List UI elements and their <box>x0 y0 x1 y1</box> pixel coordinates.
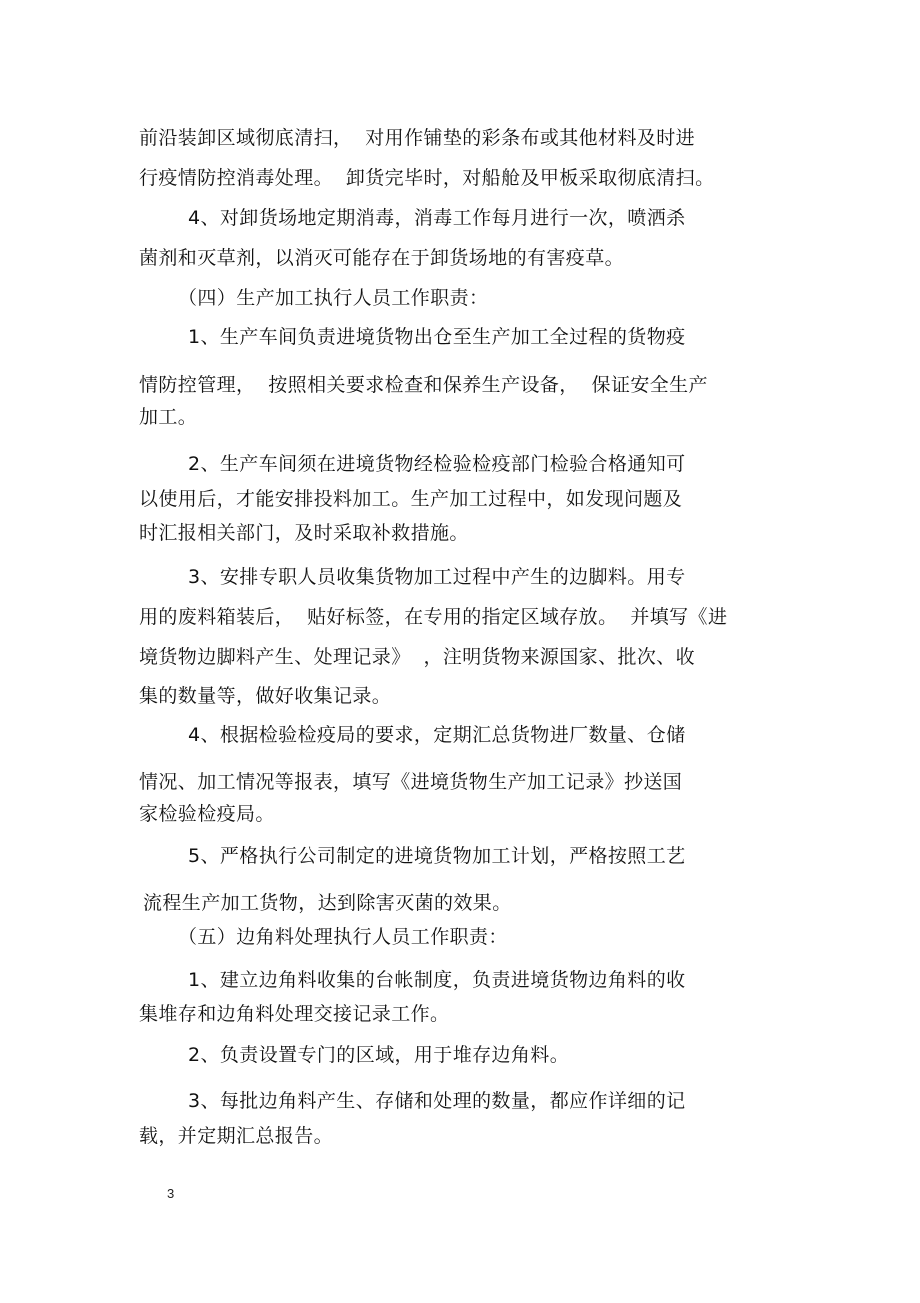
text-line: 加工。 <box>139 406 198 428</box>
text-line: 行疫情防控消毒处理。 卸货完毕时，对船舱及甲板采取彻底清扫。 <box>139 167 715 189</box>
text-line: 菌剂和灭草剂，以消灭可能存在于卸货场地的有害疫草。 <box>139 247 625 269</box>
text-line: 流程生产加工货物，达到除害灭菌的效果。 <box>143 892 512 914</box>
text-line: 时汇报相关部门，及时采取补救措施。 <box>139 522 469 544</box>
text-line: 前沿装卸区域彻底清扫， 对用作铺垫的彩条布或其他材料及时进 <box>139 127 696 149</box>
text-line: 情况、加工情况等报表，填写《进境货物生产加工记录》抄送国 <box>139 771 683 793</box>
text-line: 1、建立边角料收集的台帐制度，负责进境货物边角料的收 <box>188 969 686 991</box>
text-line: 境货物边脚料产生、处理记录》 ，注明货物来源国家、批次、收 <box>139 646 696 668</box>
text-line: 情防控管理， 按照相关要求检查和保养生产设备， 保证安全生产 <box>139 374 708 396</box>
text-line: 2、负责设置专门的区域，用于堆存边角料。 <box>188 1044 570 1066</box>
text-line: 5、严格执行公司制定的进境货物加工计划，严格按照工艺 <box>188 845 686 867</box>
text-line: 3、安排专职人员收集货物加工过程中产生的边脚料。用专 <box>188 566 686 588</box>
text-line: 载，并定期汇总报告。 <box>139 1125 334 1147</box>
text-line: 集堆存和边角料处理交接记录工作。 <box>139 1003 450 1025</box>
text-line: 4、根据检验检疫局的要求，定期汇总货物进厂数量、仓储 <box>188 724 686 746</box>
text-line: 3、每批边角料产生、存储和处理的数量，都应作详细的记 <box>188 1090 686 1112</box>
section-heading: （五）边角料处理执行人员工作职责： <box>178 926 508 948</box>
text-line: 用的废料箱装后， 贴好标签，在专用的指定区域存放。 并填写《进 <box>139 606 728 628</box>
text-line: 以使用后，才能安排投料加工。生产加工过程中，如发现问题及 <box>139 488 683 510</box>
text-line: 1、生产车间负责进境货物出仓至生产加工全过程的货物疫 <box>188 326 686 348</box>
page-number: 3 <box>167 1186 175 1201</box>
text-line: 家检验检疫局。 <box>139 803 275 825</box>
text-line: 2、生产车间须在进境货物经检验检疫部门检验合格通知可 <box>188 453 686 475</box>
text-line: 4、对卸货场地定期消毒，消毒工作每月进行一次，喷洒杀 <box>188 207 686 229</box>
text-line: 集的数量等，做好收集记录。 <box>139 685 392 707</box>
section-heading: （四）生产加工执行人员工作职责： <box>178 287 489 309</box>
